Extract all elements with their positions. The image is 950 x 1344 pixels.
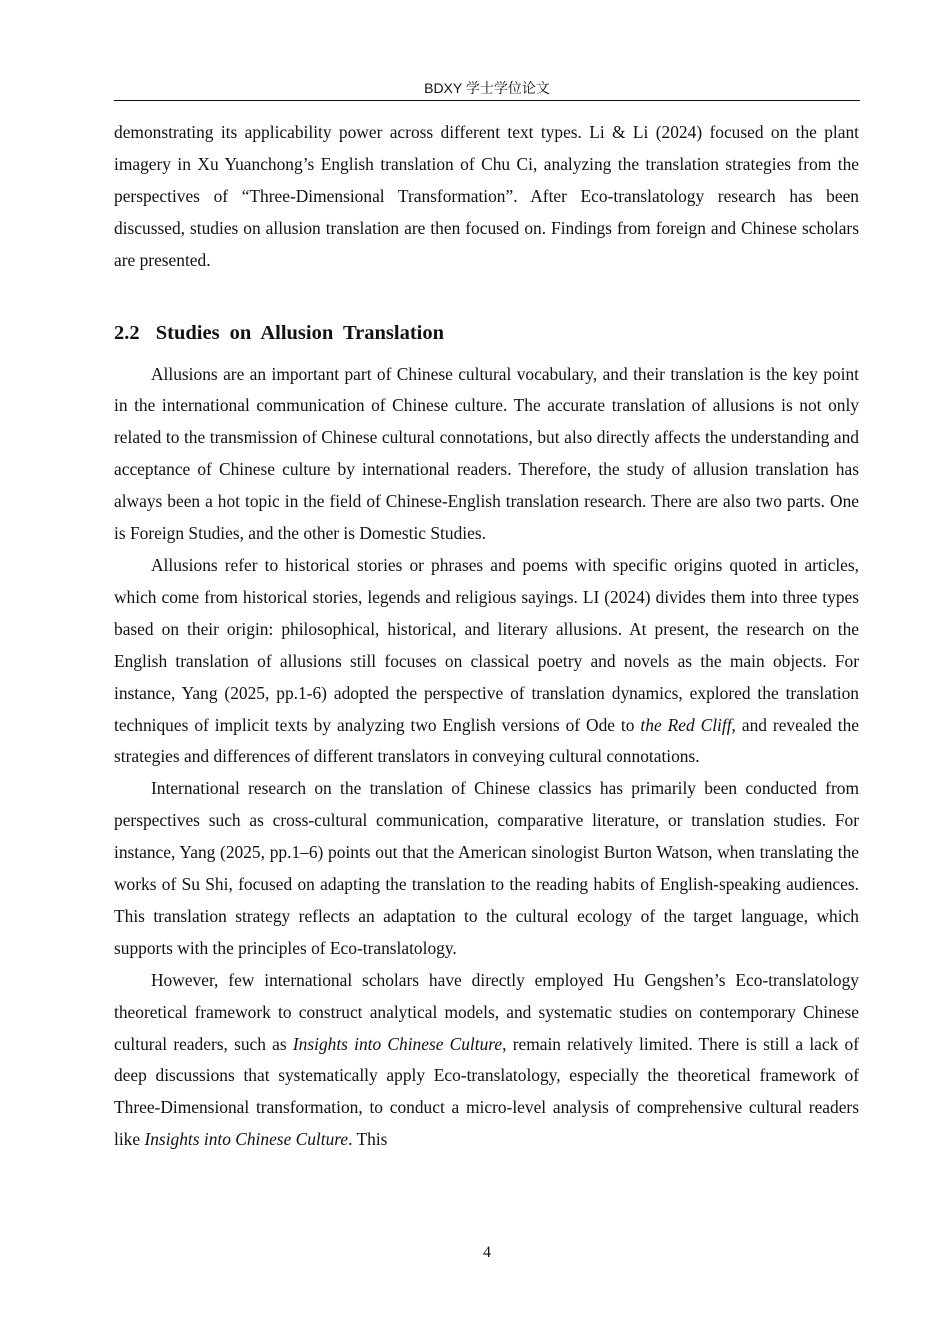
text-run: Allusions refer to historical stories or phrases and poems with specific origins quoted in articles, which come from historical stories, legends and religious sayings. LI (2024) divides them into three types based on their origin: philosophical, historical, and literary allusions. At present, the research on the English translation of allusions still focuses on classical poetry and novels as the main objects. For instance, Yang (2025, pp.1-6) adopted the perspective of translation dynamics, explored the translation techniques of implicit texts by analyzing two English versions of Ode to: [114, 554, 859, 735]
text-run: . This: [348, 1129, 388, 1150]
text-run: , and revealed the strategies and differences of different translators in conveying cultural connotations.: [114, 714, 860, 767]
paragraph-continuation: demonstrating its applicability power across different text types. Li & Li (2024) focused on the plant imagery in Xu Yuanchong’s English translation of Chu Ci, analyzing the translation strategies from the perspectives of “Three-Dimensional Transformation”. After Eco-translatology research has been discussed, studies on allusion translation are then focused on. Findings from foreign and Chinese scholars are presented.: [114, 122, 859, 270]
italic-title: Insights into Chinese Culture: [292, 1033, 503, 1054]
section-title: Studies on Allusion Translation: [155, 321, 444, 344]
paragraph-international-research: International research on the translation of Chinese classics has primarily been conducted from perspectives such as cross-cultural communication, comparative literature, or translation studies. For instance, Yang (2025, pp.1–6) points out that the American sinologist Burton Watson, when translating the works of Su Shi, focused on adapting the translation to the reading habits of English-speaking audiences. This translation strategy reflects an adaptation to the cultural ecology of the target language, which supports with the principles of Eco-translatology.: [114, 778, 859, 958]
page-body: [114, 117, 859, 1156]
paragraph-research-gap: [114, 965, 859, 1156]
italic-title: the Red Cliff: [640, 714, 732, 735]
italic-title: Insights into Chinese Culture: [144, 1129, 349, 1150]
page-number: 4: [483, 1244, 491, 1261]
text-run: However, few international scholars have directly employed Hu Gengshen’s Eco-translatology theoretical framework to construct analytical models, and systematic studies on contemporary Chinese cultural readers, such as: [114, 969, 859, 1054]
section-number: 2.2: [114, 321, 140, 344]
paragraph-allusion-types: [114, 550, 859, 773]
text-run: , remain relatively limited. There is still a lack of deep discussions that systematically apply Eco-translatology, especially the theoretical framework of Three-Dimensional transformation, to conduct a micro-level analysis of comprehensive cultural readers like: [114, 1033, 860, 1150]
header-rule: [114, 100, 860, 101]
running-header: BDXY 学士学位论文: [424, 80, 550, 96]
section-heading: [114, 317, 859, 349]
paragraph-allusions-intro: Allusions are an important part of Chinese cultural vocabulary, and their translation is the key point in the international communication of Chinese culture. The accurate translation of allusions is not only related to the transmission of Chinese cultural connotations, but also directly affects the understanding and acceptance of Chinese culture by international readers. Therefore, the study of allusion translation has always been a hot topic in the field of Chinese-English translation research. There are also two parts. One is Foreign Studies, and the other is Domestic Studies.: [114, 363, 859, 544]
